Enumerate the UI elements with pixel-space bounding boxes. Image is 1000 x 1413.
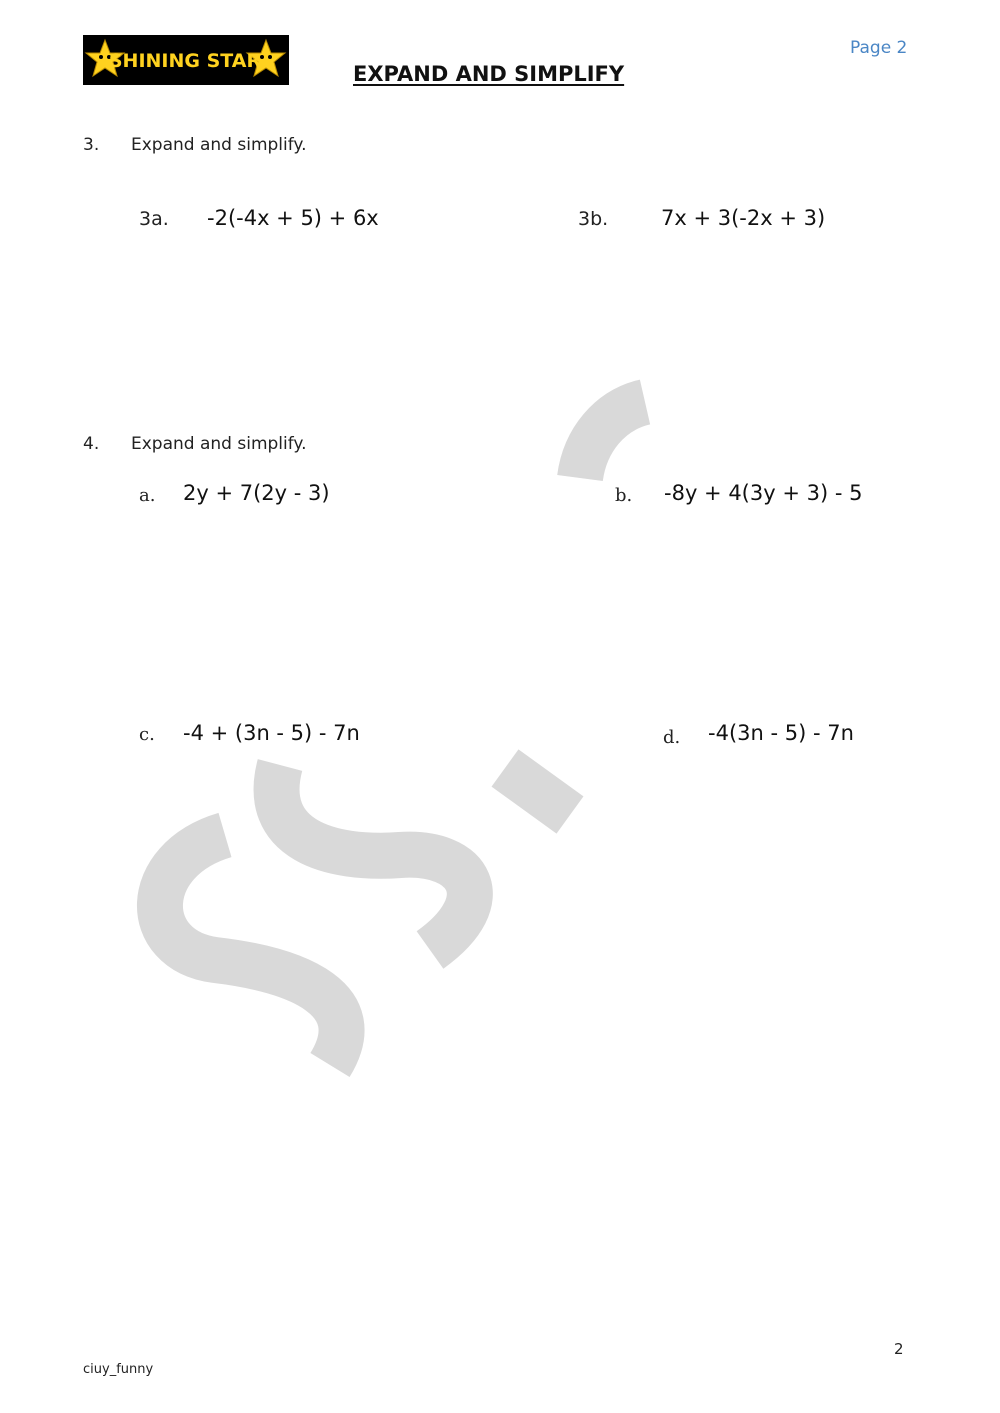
question-instruction: Expand and simplify. bbox=[131, 434, 307, 454]
part-expression: 2y + 7(2y - 3) bbox=[183, 481, 330, 505]
watermark-stroke-diagonal bbox=[505, 768, 570, 815]
author-credit: ciuy_funny bbox=[83, 1362, 154, 1377]
part-expression: 7x + 3(-2x + 3) bbox=[661, 206, 826, 230]
watermark-arc bbox=[580, 402, 645, 478]
part-label: d. bbox=[663, 727, 681, 748]
question-instruction: Expand and simplify. bbox=[131, 135, 307, 155]
question-number: 3. bbox=[83, 135, 100, 155]
part-label: 3a. bbox=[139, 208, 169, 230]
part-label: c. bbox=[139, 724, 155, 745]
part-expression: -4(3n - 5) - 7n bbox=[708, 721, 854, 745]
part-expression: -8y + 4(3y + 3) - 5 bbox=[664, 481, 863, 505]
part-expression: -2(-4x + 5) + 6x bbox=[207, 206, 379, 230]
page-title: EXPAND AND SIMPLIFY bbox=[353, 62, 625, 86]
shining-star-logo bbox=[83, 35, 289, 85]
logo-text: SHINING STAR bbox=[108, 50, 262, 72]
watermark-s-right bbox=[277, 765, 470, 950]
question-number: 4. bbox=[83, 434, 100, 454]
page-number: 2 bbox=[894, 1340, 904, 1358]
part-label: 3b. bbox=[578, 208, 609, 230]
part-label: b. bbox=[615, 485, 633, 506]
watermark-s-left bbox=[160, 835, 342, 1065]
page-label: Page 2 bbox=[850, 38, 908, 58]
part-expression: -4 + (3n - 5) - 7n bbox=[183, 721, 360, 745]
part-label: a. bbox=[139, 485, 156, 506]
